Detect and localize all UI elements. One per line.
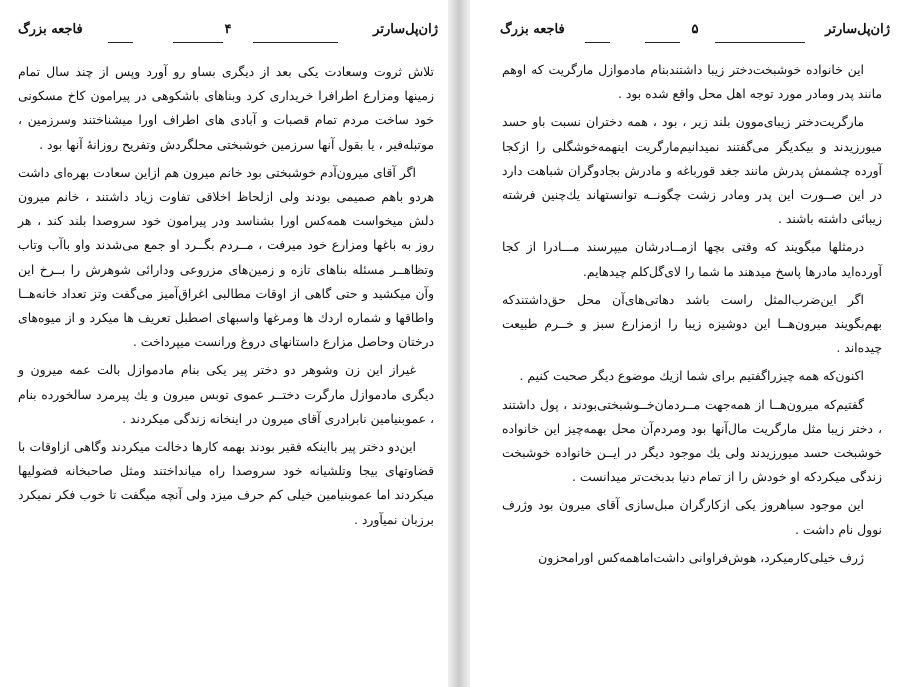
paragraph: اکنون‌که همه چیزراگفتیم برای شما ازیك موضوع دیگر صحبت کنیم . [519,368,864,384]
page-body-text [502,58,882,574]
left-book-page [0,0,448,687]
page-body-text [18,60,434,536]
paragraph: این‌دو دختر پیر بااینکه فقیر بودند بهمه کارها دخالت میکردند وگاهی ازاوقات با قضاوتهای بیجا وتلشیانه خود سروصدا راه میانداختند ومثل صاحبخانه فضولیها میکردند اما عموبنیامین خیلی کم حرف میزد ولی آنچه میگفت تا خوب فکر نمیکرد برزبان نمیآورد . [18,439,434,527]
page-number: ۴ [224,22,232,37]
paragraph: اگر این‌ضرب‌المثل راست باشد دهاتی‌های‌آن محل حق‌داشتند‌که بهم‌بگویند میرون‌هــا این دوشیزه زیبا را ازمزارع سبز و خــرم طبیعت چیده‌اند . [502,291,882,356]
page-number: ۵ [691,22,699,37]
header-rule [645,42,680,43]
running-head-author: ژان‌پل‌سارتر [373,22,438,37]
header-rule [253,42,283,43]
paragraph: این موجود سیاهروز یکی ازکارگران مبل‌سازی آقای میرون بود وژرف نوول نام داشت . [502,497,882,537]
book-spine-gutter [448,0,470,687]
paragraph: مارگریت‌دختر زیبای‌موون بلند زیر ، بود ، همه دختران نسبت باو حسد میورزیدند و بیکدیگر می‌گفتند نمیدانیم‌مارگریت اینهمه‌خوشگلی را ازکجا آورده چشمش پدرش مانند جغد قورباغه و مادرش بجادوگران شباهت دارد در این صــورت این پدر ومادر زشت چگونــه توانستهاند یك‌چنین فرشته زیبائی داشته باشند . [502,114,882,227]
paragraph: تلاش ثروت وسعادت یکی بعد از دیگری بساو رو آورد وپس از چند سال تمام زمینها ومزارع اطرافرا خریداری کرد وبناهای باشکوهی در پیرامون کاخ مسکونی خود ساخت مردم تمام قصبات و آبادی های اطراف اورا میشناختند وسرزمین ، موتبله‌فیر ، یا بقول آنها سرزمین خوشبختی محلگردش وتفریح روزانهٔ آنها بود . [18,64,434,152]
paragraph: این خانواده خوشبخت‌دختر زیبا داشتند‌بنام مادموازل مارگریت که اوهم مانند پدر ومادر مورد توجه اهل محل واقع شده بود . [502,62,882,102]
right-book-page [470,0,903,687]
paragraph: گفتیم‌که میرون‌هــا از همه‌جهت مــردمان‌خــوشبختی‌بودند ، پول داشتند ، دختر زیبا مثل مارگریت مال‌آنها بود ومردم‌آن محل بهمه‌چیز این خانواده خوشبخت حسد میورزیدند ولی یك موجود دیگر در ایــن خانواده خوشبخت زندگی میکردکه او خودش را از تمام دنیا بدبخت‌تر میدانست . [502,396,882,485]
paragraph: غیراز این زن وشوهر دو دختر پیر یکی بنام مادموازل بالت عمه میرون و دیگری مادموازل مارگرت دختــر عموی توبس میرون و یك پیرمرد سالخورده بنام ، عموبنیامین نابرادری آقای میرون در اینخانه زندگی میکردند . [18,362,434,426]
paragraph: ژرف خیلی‌کارمیکرد، هوش‌فراوانی داشت‌اماهمه‌کس اورامحزون [538,549,864,565]
page-header [18,22,438,44]
header-rule [278,42,338,43]
running-head-title: فاجعه بزرگ [18,22,83,37]
header-rule [735,42,805,43]
page-header [500,22,890,44]
header-rule [715,42,740,43]
running-head-title: فاجعه بزرگ [500,22,565,37]
paragraph: اگر آقای میرون‌آدم خوشبختی بود خانم میرون هم ازاین سعادت بهره‌ای داشت هردو باهم صمیمی بودند ولی ازلحاظ اخلاقی تفاوت زیاد داشتند ، خانم میرون دلش میخواست همه‌کس اورا بشناسد ودر پیرامون خود سروصدا بلند کند ، هر روز به باغها ومزارع خود میرفت ، مــردم بگــرد او جمع می‌شدند واو باآب وتاب وتظاهــر مسئله بناهای تازه و زمین‌های مزروعی ودارائی شوهرش را بــرخ این وآن میکشید و حتی گاهی از اوقات مطالبی اغراق‌آمیز می‌گفت وتز تعداد خانه‌هــا واطاقها و شماره اردك ها ومرغها واسبهای اصطبل تعریف ها میکرد و از میوه‌های درختان وحاصل مزارع داستانهای دروغ ورانست میپرداخت . [18,164,434,350]
running-head-author: ژان‌پل‌سارتر [825,22,890,37]
paragraph: درمثلها میگویند که وقتی بچها ازمــادرشان میپرسند مـــادرا از کجا آورده‌اید مادرها پاسخ میدهند ما شما را لای‌گل‌کلم چیدهایم. [502,239,882,279]
header-rule [173,42,223,43]
header-rule [585,42,610,43]
header-rule [108,42,133,43]
